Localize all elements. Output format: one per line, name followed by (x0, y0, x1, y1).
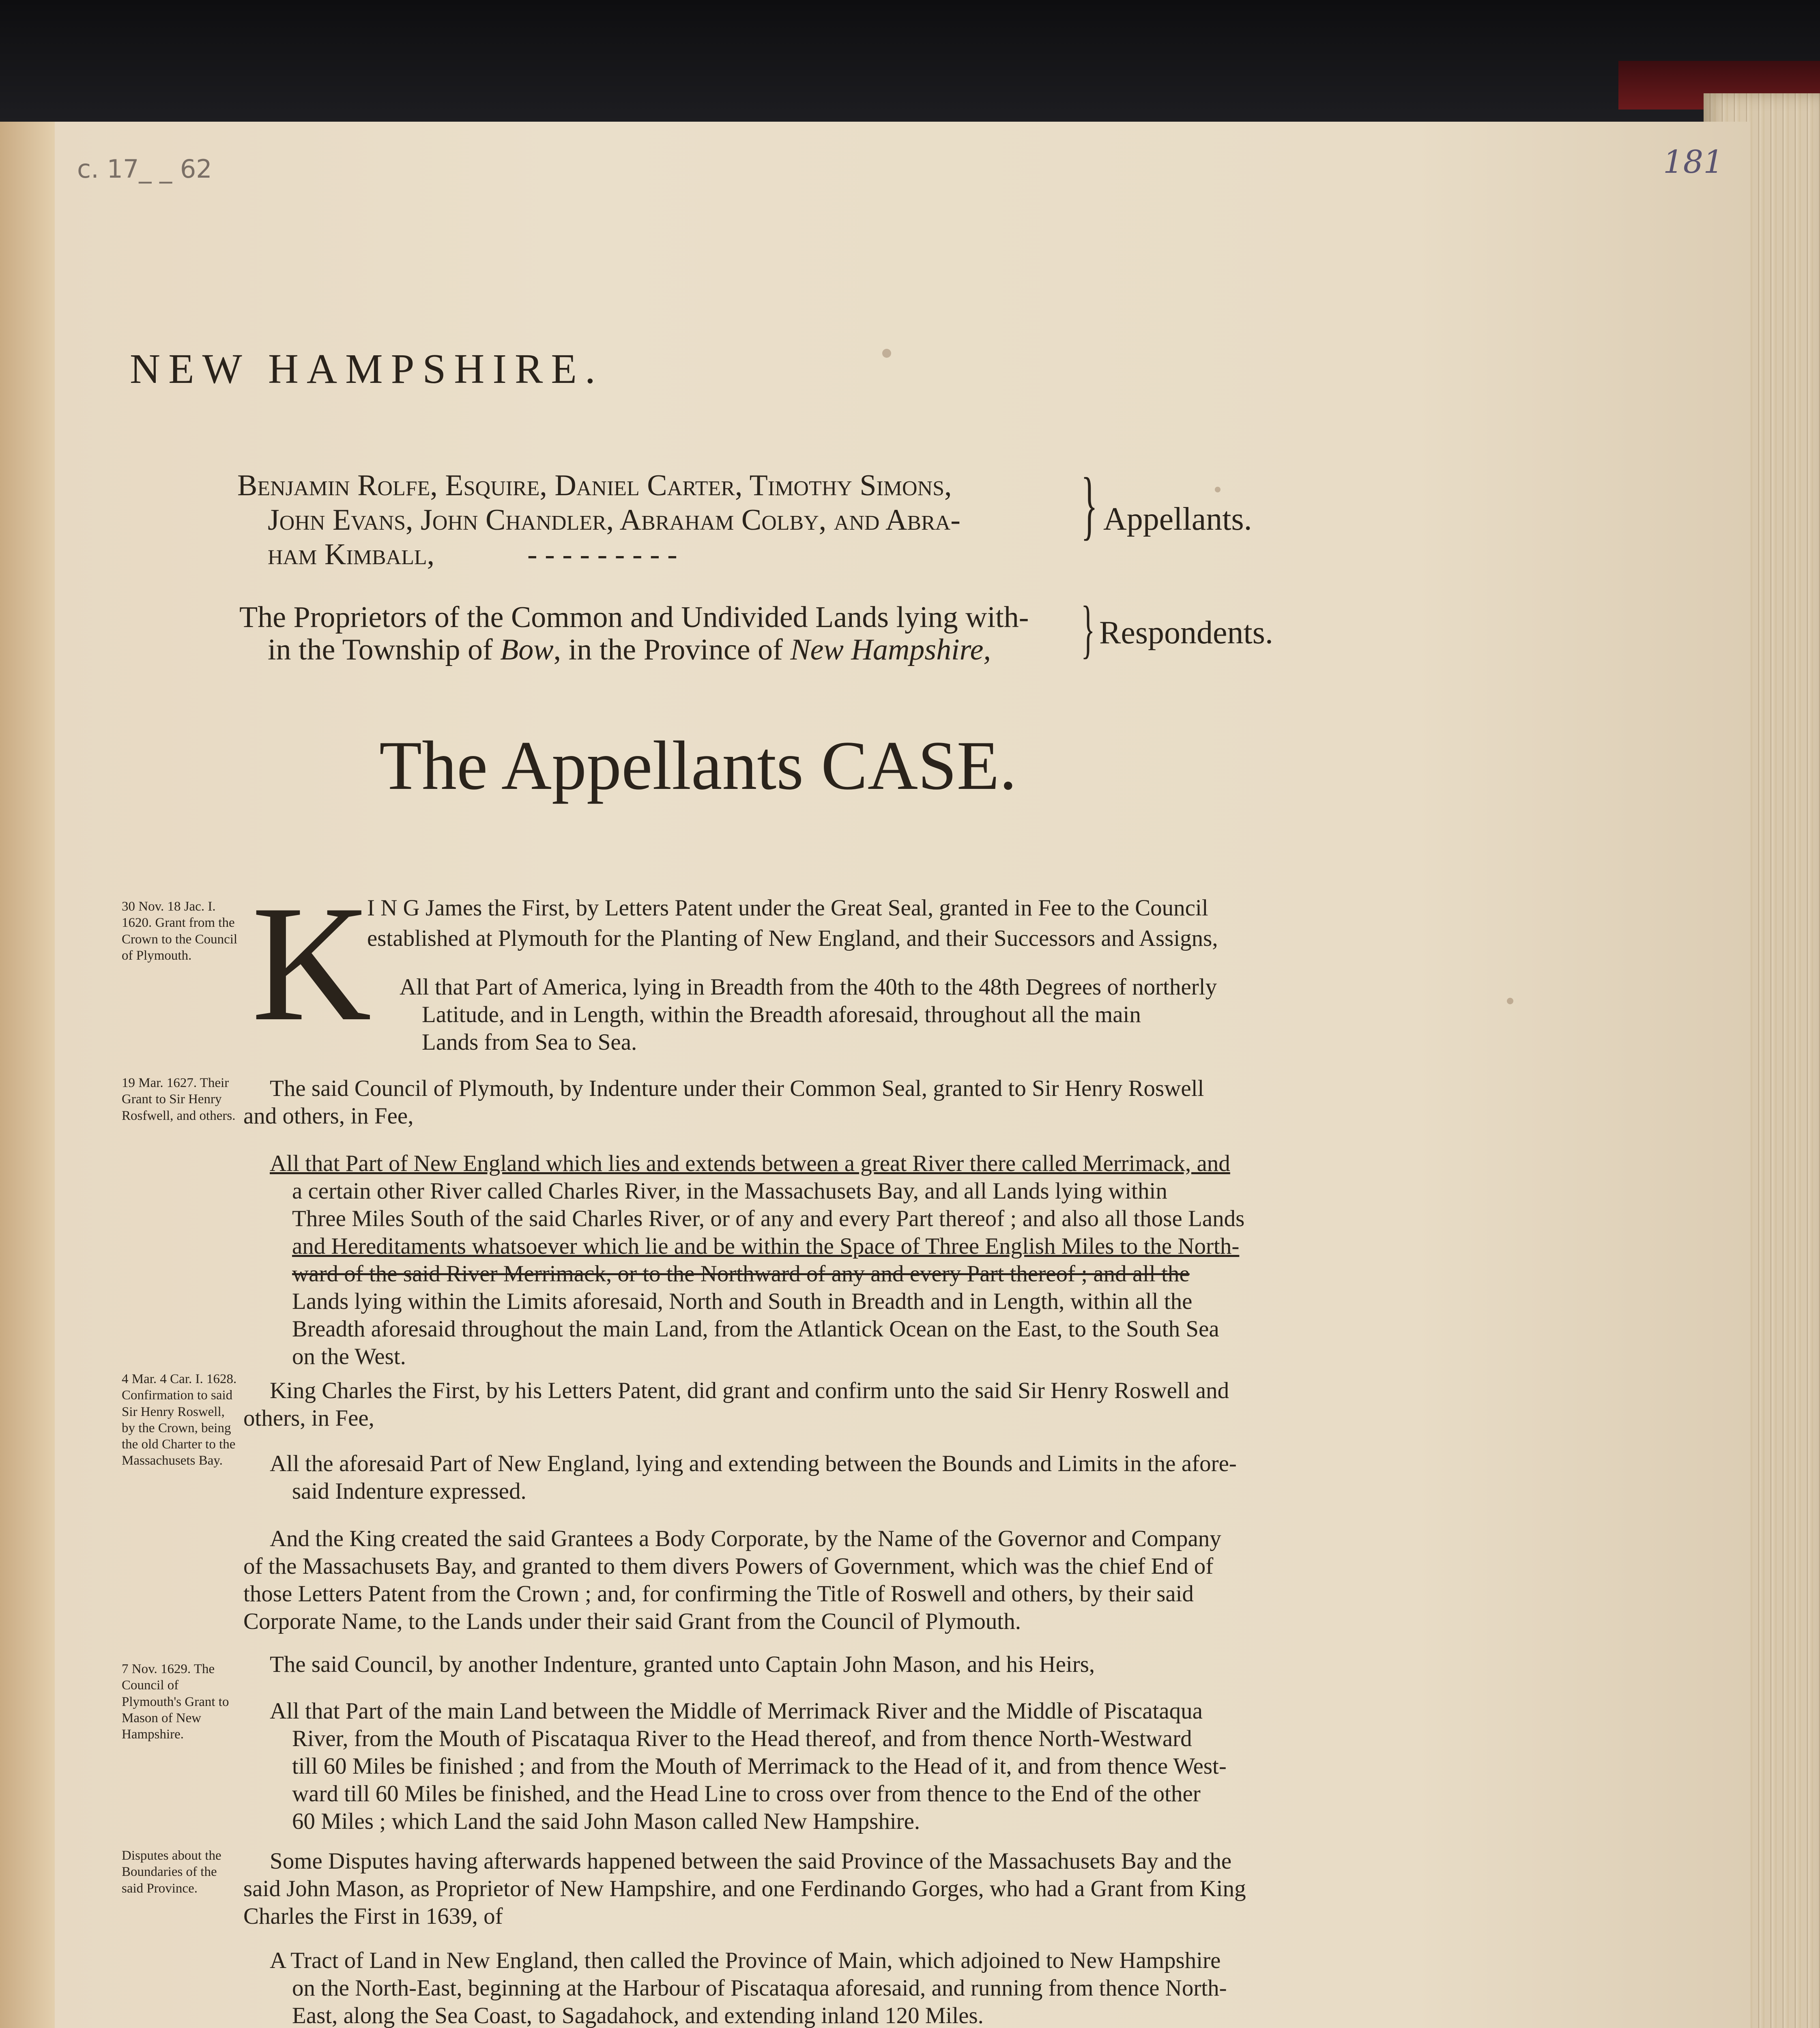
para-3-line-1: The said Council of Plymouth, by Indenture under their Common Seal, granted to Sir Henry Roswell (270, 1076, 1204, 1101)
para-8-line-1: The said Council, by another Indenture, granted unto Captain John Mason, and his Heirs, (270, 1652, 1095, 1677)
scan-top-background (0, 0, 1820, 122)
para-2-line-1: All that Part of America, lying in Breadth from the 40th to the 48th Degrees of northerly (400, 974, 1217, 1000)
para-9-line-3: till 60 Miles be finished ; and from the Mouth of Merrimack to the Head of it, and from thence West- (292, 1753, 1227, 1779)
para-10-line-3: Charles the First in 1639, of (243, 1903, 503, 1929)
appellants-line-2: John Evans, John Chandler, Abraham Colby, and Abra- (268, 503, 960, 537)
left-page-edge (0, 122, 55, 2028)
margin-note-2: 19 Mar. 1627. Their Grant to Sir Henry Rosfwell, and others. (122, 1076, 236, 1123)
margin-note-4: 7 Nov. 1629. The Council of Plymouth's Grant to Mason of New Hampshire. (122, 1662, 229, 1742)
para-11-line-1: A Tract of Land in New England, then called the Province of Main, which adjoined to New Hampshire (270, 1948, 1221, 1973)
appellants-label: Appellants. (1103, 501, 1252, 537)
para-6-line-2: said Indenture expressed. (292, 1478, 526, 1504)
para-1-line-2: established at Plymouth for the Planting of New England, and their Successors and Assigns, (367, 926, 1218, 951)
para-4-line-1: All that Part of New England which lies and extends between a great River there called Merrimack, and (270, 1151, 1230, 1176)
para-5-line-1: King Charles the First, by his Letters Patent, did grant and confirm unto the said Sir Henry Roswell and (270, 1378, 1229, 1403)
appellants-line-1: Benjamin Rolfe, Esquire, Daniel Carter, Timothy Simons, (237, 469, 952, 502)
margin-note-3: 4 Mar. 4 Car. I. 1628. Confirmation to said Sir Henry Roswell, by the Crown, being the old Charter to the Massachusets Bay. (122, 1372, 237, 1468)
respondents-brace: } (1081, 593, 1095, 665)
para-1-line-1: I N G James the First, by Letters Patent under the Great Seal, granted in Fee to the Council (367, 895, 1208, 921)
appellants-brace: } (1081, 462, 1098, 548)
para-10-line-2: said John Mason, as Proprietor of New Hampshire, and one Ferdinando Gorges, who had a Grant from King (243, 1876, 1246, 1901)
drop-cap: K (251, 871, 372, 1055)
para-4-line-4: and Hereditaments whatsoever which lie and be within the Space of Three English Miles to the North- (292, 1233, 1240, 1259)
respondents-text: , in the Province of (553, 633, 791, 666)
folio-number: 181 (1663, 144, 1723, 180)
para-7-line-2: of the Massachusets Bay, and granted to them divers Powers of Government, which was the chief End of (243, 1553, 1214, 1579)
para-11-line-3: East, along the Sea Coast, to Sagadahock, and extending inland 120 Miles. (292, 2003, 984, 2028)
para-6-line-1: All the aforesaid Part of New England, lying and extending between the Bounds and Limits in the afore- (270, 1451, 1237, 1476)
para-5-line-2: others, in Fee, (243, 1405, 374, 1431)
para-2-line-3: Lands from Sea to Sea. (422, 1029, 637, 1055)
para-4-line-2: a certain other River called Charles River, in the Massachusets Bay, and all Lands lying within (292, 1178, 1167, 1204)
pencil-reference: c. 17_ _ 62 (77, 154, 212, 184)
para-3-line-2: and others, in Fee, (243, 1103, 414, 1129)
margin-note-5: Disputes about the Boundaries of the said Province. (122, 1848, 221, 1896)
para-4-line-7: Breadth aforesaid throughout the main Land, from the Atlantick Ocean on the East, to the South Sea (292, 1316, 1219, 1342)
appellants-dashes: - - - - - - - - - (527, 538, 677, 571)
township-name: Bow (500, 633, 554, 666)
para-9-line-1: All that Part of the main Land between the Middle of Merrimack River and the Middle of Piscataqua (270, 1698, 1203, 1724)
respondents-line-1: The Proprietors of the Common and Undivided Lands lying with- (239, 601, 1029, 634)
para-11-line-2: on the North-East, beginning at the Harbour of Piscataqua aforesaid, and running from thence North- (292, 1975, 1227, 2001)
province-name: New Hampshire, (790, 633, 991, 666)
case-title: The Appellants CASE. (379, 727, 1017, 804)
para-9-line-4: ward till 60 Miles be finished, and the Head Line to cross over from thence to the End of the other (292, 1781, 1201, 1807)
para-2-line-2: Latitude, and in Length, within the Breadth aforesaid, throughout all the main (422, 1002, 1141, 1027)
paper-spot (1215, 487, 1220, 492)
para-9-line-2: River, from the Mouth of Piscataqua River to the Head thereof, and from thence North-Westward (292, 1726, 1192, 1751)
para-7-line-3: those Letters Patent from the Crown ; and, for confirming the Title of Roswell and others, by their said (243, 1581, 1194, 1607)
margin-note-1: 30 Nov. 18 Jac. I. 1620. Grant from the Crown to the Council of Plymouth. (122, 899, 238, 963)
para-4-line-3: Three Miles South of the said Charles River, or of any and every Part thereof ; and also all those Lands (292, 1206, 1245, 1231)
para-4-line-6: Lands lying within the Limits aforesaid, North and South in Breadth and in Length, within all the (292, 1289, 1193, 1314)
appellants-line-3: ham Kimball, (268, 538, 435, 571)
respondents-text: in the Township of (268, 633, 501, 666)
respondents-label: Respondents. (1099, 615, 1273, 651)
para-10-line-1: Some Disputes having afterwards happened between the said Province of the Massachusets Bay and the (270, 1848, 1232, 1874)
para-4-line-8: on the West. (292, 1344, 406, 1369)
para-7-line-4: Corporate Name, to the Lands under their said Grant from the Council of Plymouth. (243, 1609, 1021, 1634)
paper-spot (1507, 998, 1513, 1004)
para-4-line-5: ward of the said River Merrimack, or to the Northward of any and every Part thereof ; and all the (292, 1261, 1190, 1287)
page-heading: NEW HAMPSHIRE. (130, 346, 604, 392)
paper-spot (882, 349, 891, 358)
para-9-line-5: 60 Miles ; which Land the said John Mason called New Hampshire. (292, 1809, 920, 1834)
respondents-line-2 (268, 633, 991, 667)
para-7-line-1: And the King created the said Grantees a Body Corporate, by the Name of the Governor and Company (270, 1526, 1221, 1551)
